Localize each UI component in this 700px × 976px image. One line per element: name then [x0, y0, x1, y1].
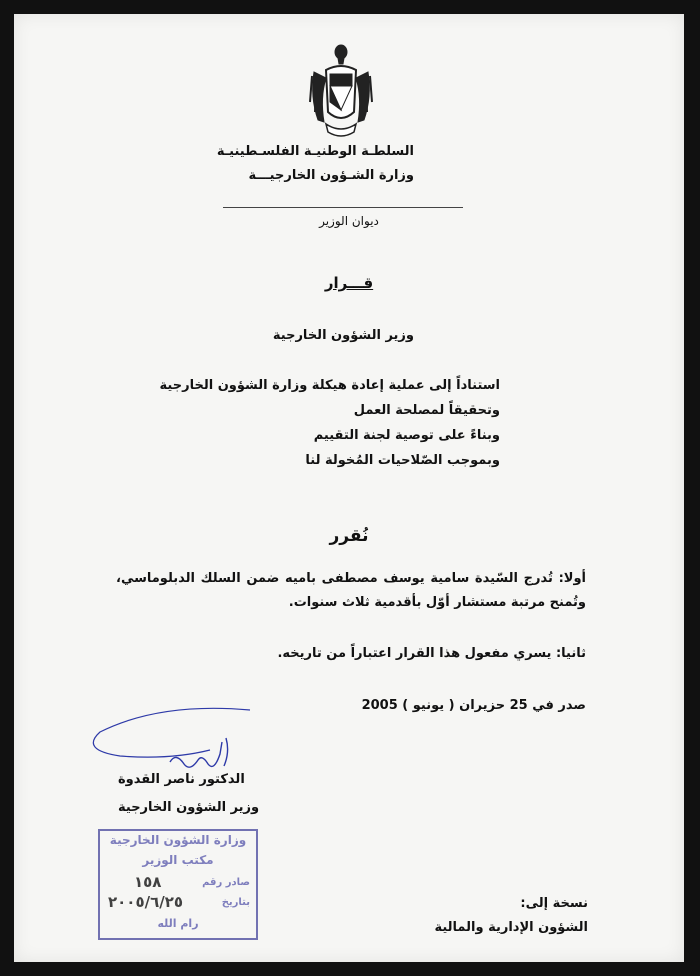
header-divider [223, 207, 463, 208]
ministry-name: وزارة الشـؤون الخارجيـــة [248, 168, 414, 183]
preamble-line: استناداً إلى عملية إعادة هيكلة وزارة الشؤون الخارجية [159, 378, 500, 393]
issue-date: صدر في 25 حزيران ( يونيو ) 2005 [361, 698, 586, 713]
stamp-number-value: ١٥٨ [134, 873, 162, 891]
preamble-line: وتحقيقاً لمصلحة العمل [353, 403, 500, 418]
stamp-date-label: بتاريخ [221, 897, 250, 908]
authority-name: السلطـة الوطنيـة الفلسـطينيـة [216, 144, 414, 159]
article-second: ثانيا: يسري مفعول هذا القرار اعتباراً من تاريخه. [277, 646, 586, 661]
office-name: ديوان الوزير [319, 214, 379, 228]
signatory-title: وزير الشؤون الخارجية [118, 800, 260, 815]
document-page [14, 14, 684, 962]
signatory-name: الدكتور ناصر القدوة [118, 772, 245, 787]
decide-heading: نُقرر [329, 526, 369, 546]
preamble-line: وبموجب الصّلاحيات المُخولة لنا [305, 453, 500, 468]
stamp-date-value: ٢٠٠٥/٦/٢٥ [108, 893, 184, 911]
decree-issuer: وزير الشؤون الخارجية [272, 328, 414, 343]
stamp-number-label: صادر رقم [202, 877, 250, 888]
decree-title: قـــرار [324, 274, 374, 292]
handwritten-signature-icon [80, 702, 260, 782]
copy-recipient: الشؤون الإدارية والمالية [434, 920, 588, 935]
official-stamp [98, 829, 258, 940]
stamp-ministry: وزارة الشؤون الخارجية [109, 833, 247, 847]
copy-label: نسخة إلى: [520, 896, 588, 911]
stamp-office: مكتب الوزير [142, 853, 214, 867]
article-first: أولا: تُدرج السّيدة سامية يوسف مصطفى باميه ضمن السلك الدبلوماسي، وتُمنح مرتبة مستشار أوّل بأقدمية ثلاث سنوات. [116, 571, 586, 610]
stamp-city: رام الله [157, 917, 199, 930]
preamble-line: وبناءً على توصية لجنة التقييم [313, 428, 500, 443]
eagle-emblem-icon [308, 42, 374, 144]
